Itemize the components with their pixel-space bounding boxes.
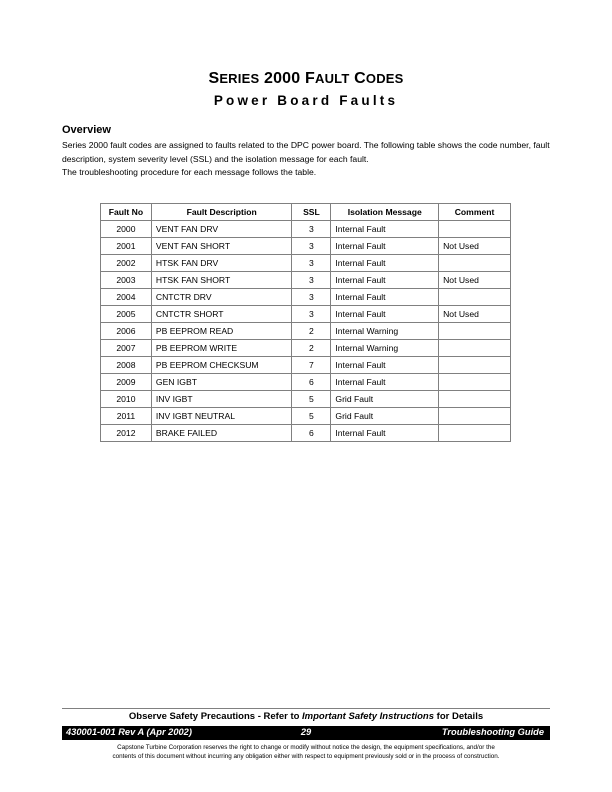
fault-no-cell: 2005 (101, 306, 152, 323)
safety-instructions-reference: Important Safety Instructions (302, 711, 435, 722)
header-isolation-message: Isolation Message (331, 204, 439, 221)
overview-text-line: The troubleshooting procedure for each message follows the table. (62, 167, 317, 178)
table-row (101, 221, 511, 238)
table-row (101, 289, 511, 306)
fault-no-cell: 2004 (101, 289, 152, 306)
table-row (101, 306, 511, 323)
fault-codes-table (100, 203, 511, 442)
comment-cell (439, 289, 511, 306)
fault-description-cell: PB EEPROM WRITE (151, 340, 292, 357)
isolation-message-cell: Internal Fault (331, 255, 439, 272)
ssl-cell: 3 (292, 306, 331, 323)
comment-cell (439, 425, 511, 442)
overview-paragraph (62, 139, 557, 180)
fault-description-cell: PB EEPROM READ (151, 323, 292, 340)
table-row (101, 391, 511, 408)
overview-text-line: Series 2000 fault codes are assigned to faults related to the DPC power board. The following table shows the code number, fault description, system severity level (SSL) and the isolation message for each fault. (62, 140, 550, 164)
ssl-cell: 6 (292, 425, 331, 442)
fault-description-cell: PB EEPROM CHECKSUM (151, 357, 292, 374)
table-header-row (101, 204, 511, 221)
isolation-message-cell: Internal Warning (331, 340, 439, 357)
fault-description-cell: CNTCTR SHORT (151, 306, 292, 323)
overview-heading: Overview (62, 124, 111, 136)
fault-no-cell: 2008 (101, 357, 152, 374)
table-row (101, 357, 511, 374)
isolation-message-cell: Internal Fault (331, 238, 439, 255)
fault-no-cell: 2003 (101, 272, 152, 289)
ssl-cell: 3 (292, 272, 331, 289)
isolation-message-cell: Internal Fault (331, 306, 439, 323)
comment-cell (439, 221, 511, 238)
fault-description-cell: HTSK FAN SHORT (151, 272, 292, 289)
fault-no-cell: 2002 (101, 255, 152, 272)
ssl-cell: 3 (292, 221, 331, 238)
table-row (101, 238, 511, 255)
header-fault-no: Fault No (101, 204, 152, 221)
isolation-message-cell: Internal Fault (331, 289, 439, 306)
isolation-message-cell: Internal Warning (331, 323, 439, 340)
comment-cell (439, 374, 511, 391)
ssl-cell: 3 (292, 289, 331, 306)
header-ssl: SSL (292, 204, 331, 221)
legal-disclaimer (62, 744, 550, 761)
fault-no-cell: 2009 (101, 374, 152, 391)
footer-divider (62, 708, 550, 709)
ssl-cell: 7 (292, 357, 331, 374)
table-row (101, 340, 511, 357)
disclaimer-line: contents of this document without incurring any obligation either with respect to equipment previously sold or in the process of construction. (112, 752, 500, 760)
fault-no-cell: 2001 (101, 238, 152, 255)
table-body (101, 221, 511, 442)
disclaimer-line: Capstone Turbine Corporation reserves the right to change or modify without notice the design, the equipment specifications, and/or the (117, 744, 495, 751)
page-title: SERIES 2000 FAULT CODES (208, 70, 404, 87)
table-row (101, 425, 511, 442)
table-row (101, 255, 511, 272)
fault-description-cell: CNTCTR DRV (151, 289, 292, 306)
ssl-cell: 3 (292, 238, 331, 255)
fault-no-cell: 2010 (101, 391, 152, 408)
fault-no-cell: 2006 (101, 323, 152, 340)
ssl-cell: 6 (292, 374, 331, 391)
fault-no-cell: 2007 (101, 340, 152, 357)
footer-bar (62, 726, 550, 740)
isolation-message-cell: Grid Fault (331, 391, 439, 408)
comment-cell: Not Used (439, 272, 511, 289)
ssl-cell: 3 (292, 255, 331, 272)
isolation-message-cell: Internal Fault (331, 357, 439, 374)
header-fault-description: Fault Description (151, 204, 292, 221)
ssl-cell: 2 (292, 323, 331, 340)
fault-description-cell: INV IGBT NEUTRAL (151, 408, 292, 425)
comment-cell (439, 357, 511, 374)
safety-notice: Observe Safety Precautions - Refer to Important Safety Instructions for Details (128, 711, 484, 722)
isolation-message-cell: Internal Fault (331, 374, 439, 391)
comment-cell (439, 408, 511, 425)
fault-no-cell: 2011 (101, 408, 152, 425)
isolation-message-cell: Internal Fault (331, 272, 439, 289)
table-row (101, 374, 511, 391)
ssl-cell: 5 (292, 391, 331, 408)
fault-description-cell: INV IGBT (151, 391, 292, 408)
comment-cell (439, 255, 511, 272)
fault-description-cell: VENT FAN SHORT (151, 238, 292, 255)
fault-description-cell: VENT FAN DRV (151, 221, 292, 238)
comment-cell (439, 340, 511, 357)
comment-cell (439, 323, 511, 340)
isolation-message-cell: Internal Fault (331, 221, 439, 238)
table-row (101, 272, 511, 289)
guide-name: Troubleshooting Guide (441, 727, 544, 737)
page-subtitle: Power Board Faults (213, 93, 399, 108)
comment-cell: Not Used (439, 306, 511, 323)
fault-no-cell: 2000 (101, 221, 152, 238)
fault-description-cell: HTSK FAN DRV (151, 255, 292, 272)
table-row (101, 408, 511, 425)
comment-cell: Not Used (439, 238, 511, 255)
fault-description-cell: GEN IGBT (151, 374, 292, 391)
table-row (101, 323, 511, 340)
ssl-cell: 2 (292, 340, 331, 357)
document-number: 430001-001 Rev A (Apr 2002) (66, 727, 192, 737)
isolation-message-cell: Grid Fault (331, 408, 439, 425)
header-comment: Comment (439, 204, 511, 221)
page-number: 29 (300, 727, 312, 737)
fault-description-cell: BRAKE FAILED (151, 425, 292, 442)
fault-no-cell: 2012 (101, 425, 152, 442)
isolation-message-cell: Internal Fault (331, 425, 439, 442)
comment-cell (439, 391, 511, 408)
ssl-cell: 5 (292, 408, 331, 425)
